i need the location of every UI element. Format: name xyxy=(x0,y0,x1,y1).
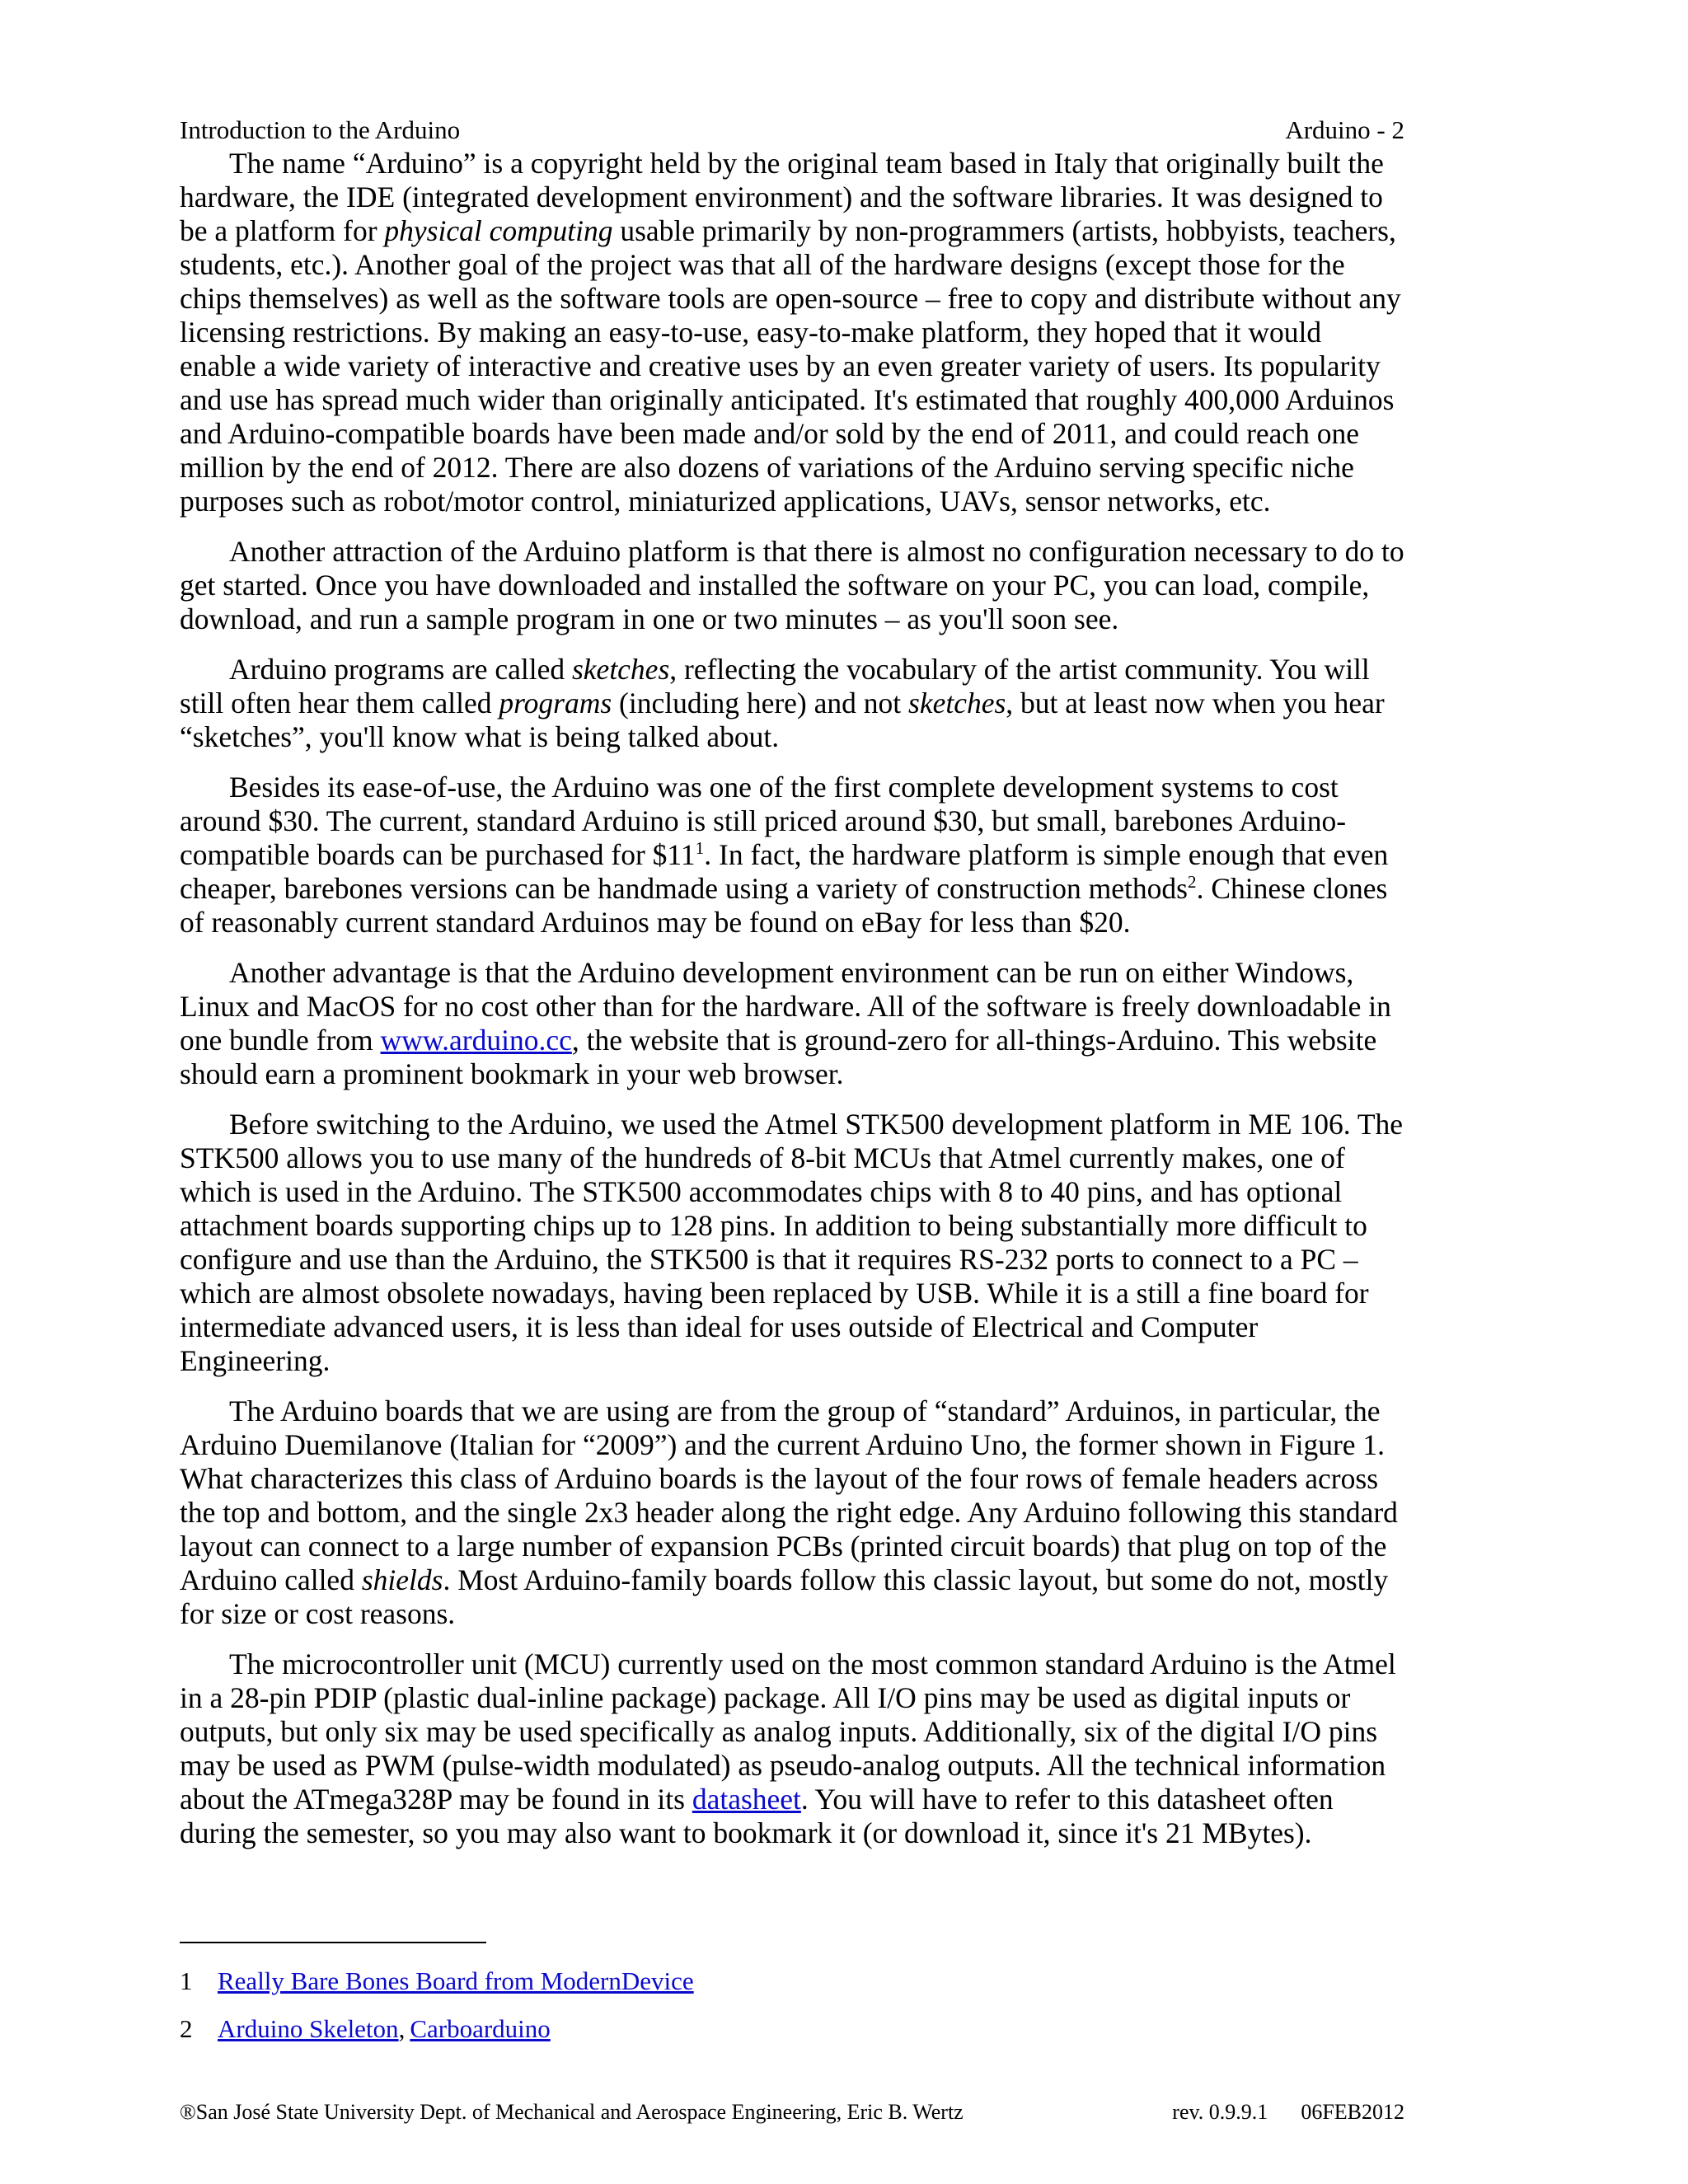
document-page xyxy=(180,114,1404,1867)
datasheet-link[interactable]: datasheet xyxy=(692,1783,801,1816)
header-page-number: Arduino - 2 xyxy=(1285,115,1404,144)
paragraph-5: Another advantage is that the Arduino development environment can be run on either Windows, Linux and MacOS for no cost other than for the hardware. All of the software is freely downloadable in one bundle from www.arduino.cc, the website that is ground-zero for all-things-Arduino. This website should earn a prominent bookmark in your web browser. xyxy=(180,956,1391,1090)
footnote-ref-2[interactable]: 2 xyxy=(1187,872,1197,893)
body-text xyxy=(180,147,1404,1850)
really-bare-bones-board-link[interactable]: Really Bare Bones Board from ModernDevice xyxy=(218,1966,694,1995)
footnote-divider xyxy=(180,1942,486,1943)
header-title: Introduction to the Arduino xyxy=(180,115,461,144)
arduino-skeleton-link[interactable]: Arduino Skeleton xyxy=(218,2014,399,2043)
paragraph-4: Besides its ease-of-use, the Arduino was one of the first complete development systems to cost around $30. The current, standard Arduino is still priced around $30, but small, barebones Arduino-compatible boards can be purchased for $\$11^1$. In fact, the hardware platform is simple enough that even cheaper, barebones versions can be handmade using a variety of construction methods$^2$. Chinese clones of reasonably current standard Arduinos may be found on eBay for less than $20. xyxy=(180,771,1389,939)
footer-revision xyxy=(1172,2100,1404,2125)
paragraph-1: The name “Arduino” is a copyright held by the original team based in Italy that originally built the hardware, the IDE (integrated development environment) and the software libraries. It was designed to be a platform for physical computing usable primarily by non-programmers (artists, hobbyists, teachers, students, etc.). Another goal of the project was that all of the hardware designs (except those for the chips themselves) as well as the software tools are open-source – free to copy and distribute without any licensing restrictions. By making an easy-to-use, easy-to-make platform, they hoped that it would enable a wide variety of interactive and creative uses by an even greater variety of users. Its popularity and use has spread much wider than originally anticipated. It's estimated that roughly 400,000 Arduinos and Arduino-compatible boards have been made and/or sold by the end of 2011, and could reach one million by the end of 2012. There are also dozens of variations of the Arduino serving specific niche purposes such as robot/motor control, miniaturized applications, UAVs, sensor networks, etc. xyxy=(180,147,1401,518)
running-footer xyxy=(180,2100,1404,2125)
paragraph-8: The microcontroller unit (MCU) currently used on the most common standard Arduino is the Atmel in a 28-pin PDIP (plastic dual-inline package) package. All I/O pins may be used as digital inputs or outputs, but only six may be used specifically as analog inputs. Additionally, six of the digital I/O pins may be used as PWM (pulse-width modulated) as pseudo-analog outputs. All the technical information about the ATmega328P may be found in its datasheet. You will have to refer to this datasheet often during the semester, so you may also want to bookmark it (or download it, since it's 21 MBytes). xyxy=(180,1647,1396,1849)
footnote-ref-1[interactable]: 1 xyxy=(695,838,705,859)
footnote-number: 1 xyxy=(180,1966,193,1995)
paragraph-3: Arduino programs are called sketches, reflecting the vocabulary of the artist community. You will still often hear them called programs (including here) and not sketches, but at least now when you hear “sketches”, you'll know what is being talked about. xyxy=(180,653,1385,753)
carboarduino-link[interactable]: Carboarduino xyxy=(410,2014,551,2043)
paragraph-7: The Arduino boards that we are using are from the group of “standard” Arduinos, in particular, the Arduino Duemilanove (Italian for “2009”) and the current Arduino Uno, the former shown in Figure 1. What characterizes this class of Arduino boards is the layout of the four rows of female headers across the top and bottom, and the single 2x3 header along the right edge. Any Arduino following this standard layout can connect to a large number of expansion PCBs (printed circuit boards) that plug on top of the Arduino called shields. Most Arduino-family boards follow this classic layout, but some do not, mostly for size or cost reasons. xyxy=(180,1394,1398,1630)
paragraph-6: Before switching to the Arduino, we used the Atmel STK500 development platform in ME 106. The STK500 allows you to use many of the hundreds of 8-bit MCUs that Atmel currently makes, one of which is used in the Arduino. The STK500 accommodates chips with 8 to 40 pins, and has optional attachment boards supporting chips up to 128 pins. In addition to being substantially more difficult to configure and use than the Arduino, the STK500 is that it requires RS-232 ports to connect to a PC – which are almost obsolete nowadays, having been replaced by USB. While it is a still a fine board for intermediate advanced users, it is less than ideal for uses outside of Electrical and Computer Engineering. xyxy=(180,1108,1404,1377)
footer-copyright: ®San José State University Dept. of Mechanical and Aerospace Engineering, Eric B. Wertz xyxy=(180,2100,964,2124)
footnote-number: 2 xyxy=(180,2014,193,2043)
footnote-1 xyxy=(180,1965,694,1998)
revision-date: 06FEB2012 xyxy=(1301,2100,1404,2124)
footnotes xyxy=(180,1965,694,2060)
arduino-website-link[interactable]: www.arduino.cc xyxy=(380,1024,572,1057)
footnote-2 xyxy=(180,2013,694,2046)
revision-number: rev. 0.9.9.1 xyxy=(1172,2100,1268,2124)
footnote-separator: , xyxy=(398,2014,406,2043)
running-header xyxy=(180,114,1404,147)
paragraph-2: Another attraction of the Arduino platform is that there is almost no configuration necessary to do to get started. Once you have downloaded and installed the software on your PC, you can load, compile, download, and run a sample program in one or two minutes – as you'll soon see. xyxy=(180,535,1404,635)
